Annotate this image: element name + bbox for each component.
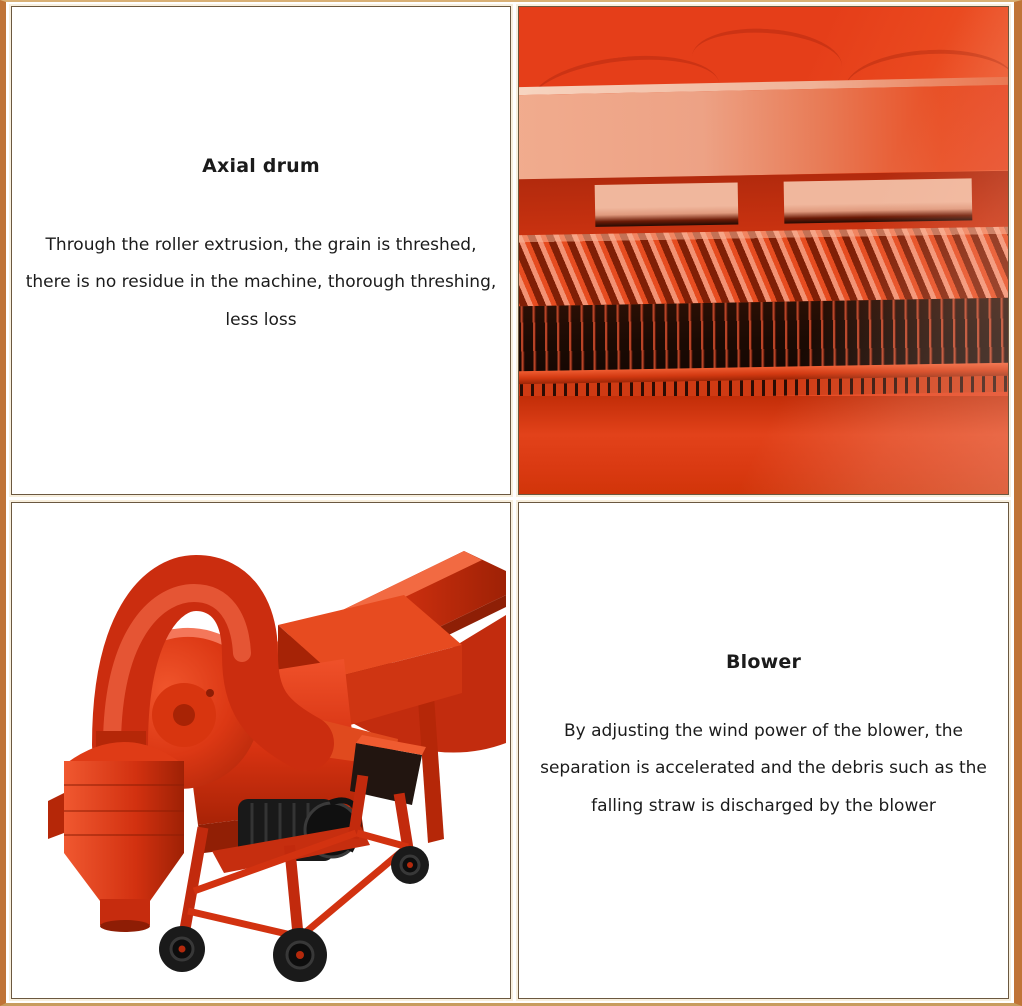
blower-description: By adjusting the wind power of the blower, the separation is accelerated and the debris such as the falling straw is discharged by the blower — [540, 721, 987, 816]
wheel — [391, 846, 429, 884]
thresher-machine-illustration — [12, 503, 510, 987]
axial-drum-title: Axial drum — [202, 155, 320, 177]
wheel — [273, 928, 327, 982]
quadrant-grid — [11, 6, 1009, 999]
light-sheen — [519, 7, 1008, 494]
blower-title: Blower — [725, 651, 802, 673]
axial-drum-description: Through the roller extrusion, the grain is threshed, there is no residue in the machine, thorough threshing, less loss — [25, 235, 497, 330]
axial-drum-text-panel — [11, 6, 511, 495]
axial-drum-photo-panel — [518, 6, 1009, 495]
cyclone-separator — [48, 731, 184, 932]
wheel — [159, 926, 205, 972]
axial-drum-closeup-photo — [519, 7, 1008, 494]
thresher-machine-photo-panel — [11, 502, 511, 999]
blower-text-panel — [518, 502, 1009, 999]
